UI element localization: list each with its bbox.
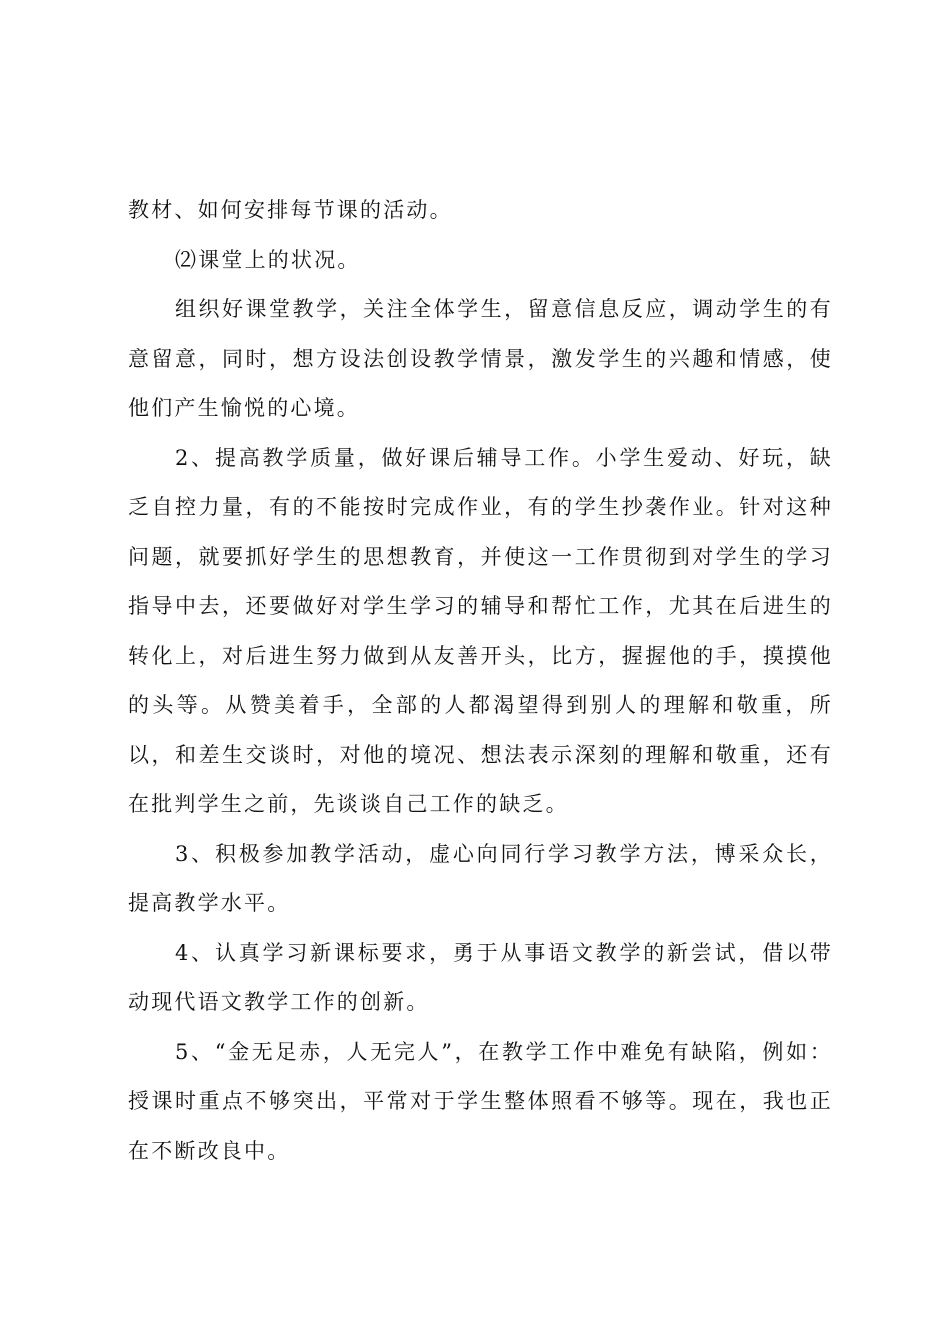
paragraph-item-3: 3、积极参加教学活动，虚心向同行学习教学方法，博采众长，提高教学水平。	[128, 841, 833, 915]
paragraph-item-4: 4、认真学习新课标要求，勇于从事语文教学的新尝试，借以带动现代语文教学工作的创新。	[128, 940, 833, 1014]
paragraph-subheading: ⑵课堂上的状况。	[175, 247, 361, 272]
paragraph-item-5: 5、“金无足赤，人无完人”，在教学工作中难免有缺陷，例如：授课时重点不够突出，平常对于学生整体照看不够等。现在，我也正在不断改良中。	[128, 1039, 833, 1163]
document-body	[128, 186, 833, 1176]
paragraph-classroom: 组织好课堂教学，关注全体学生，留意信息反应，调动学生的有意留意，同时，想方设法创设教学情景，激发学生的兴趣和情感，使他们产生愉悦的心境。	[128, 297, 833, 420]
paragraph-continuation: 教材、如何安排每节课的活动。	[128, 198, 453, 222]
paragraph-item-2: 2、提高教学质量，做好课后辅导工作。小学生爱动、好玩，缺乏自控力量，有的不能按时完成作业，有的学生抄袭作业。针对这种问题，就要抓好学生的思想教育，并使这一工作贯彻到对学生的学习指导中去，还要做好对学生学习的辅导和帮忙工作，尤其在后进生的转化上，对后进生努力做到从友善开头，比方，握握他的手，摸摸他的头等。从赞美着手，全部的人都渴望得到别人的理解和敬重，所以，和差生交谈时，对他的境况、想法表示深刻的理解和敬重，还有在批判学生之前，先谈谈自己工作的缺乏。	[128, 445, 833, 816]
